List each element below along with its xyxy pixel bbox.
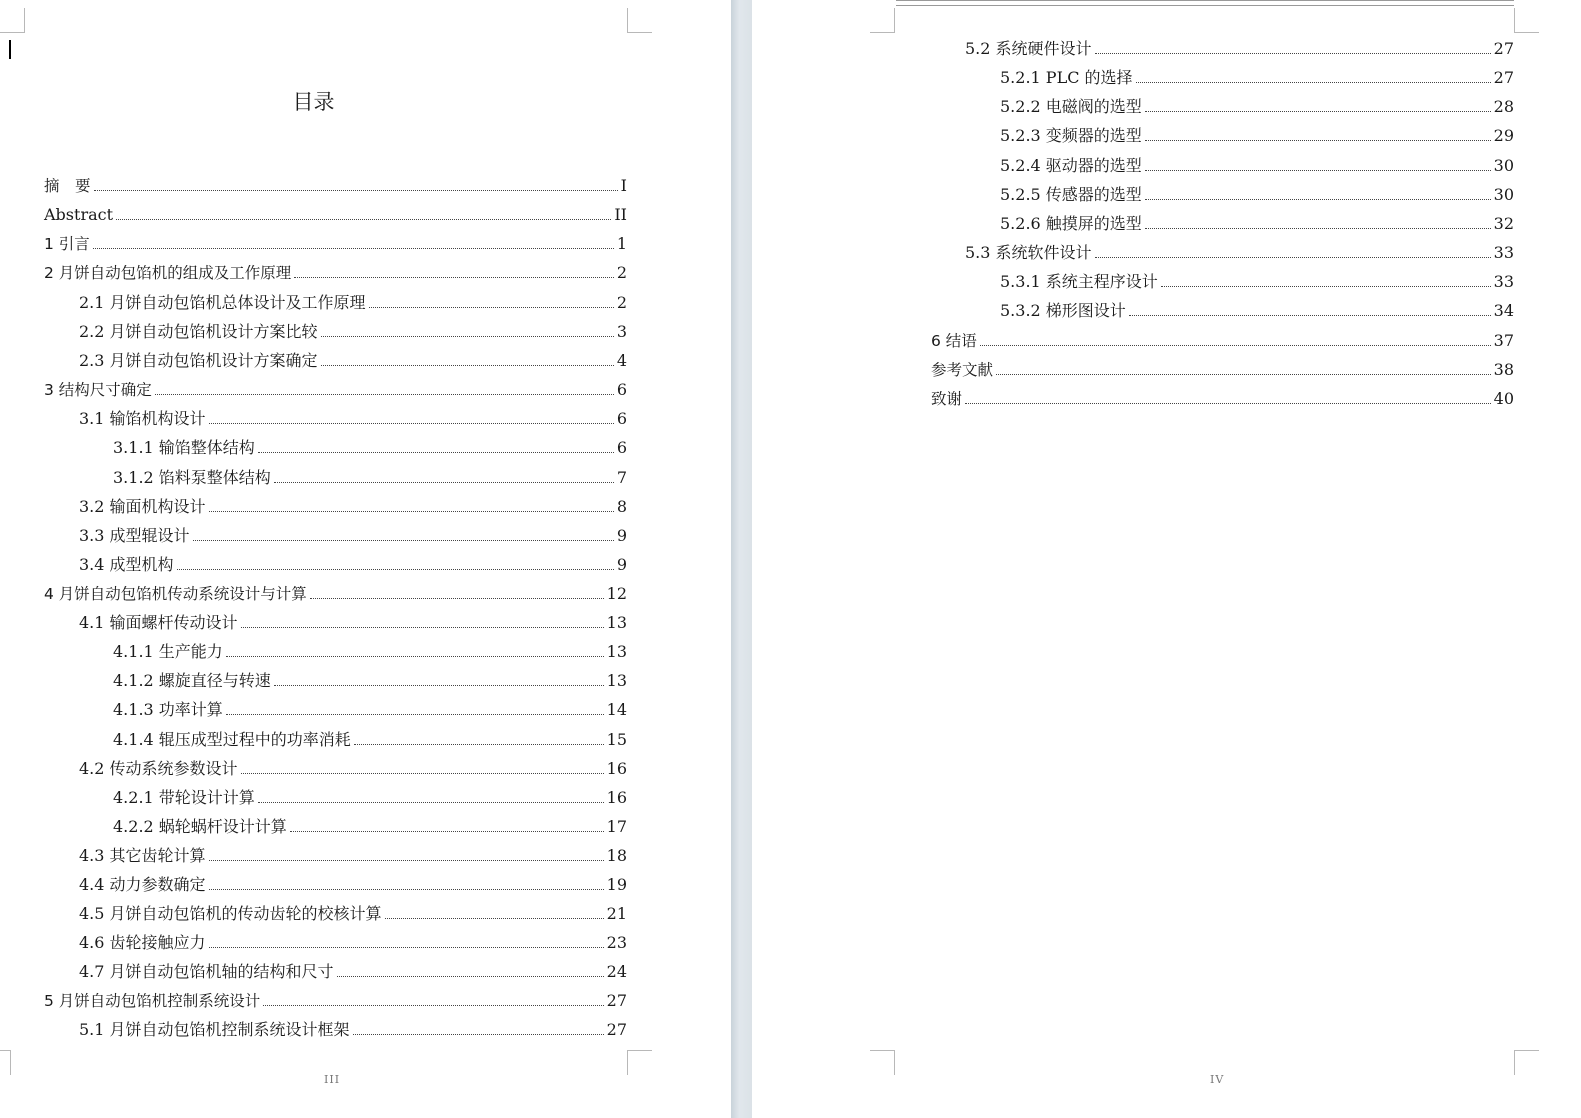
toc-entry[interactable]: 5.2.1 PLC 的选择 27 (1000, 68, 1514, 87)
document-page-left (0, 0, 731, 1118)
toc-entry[interactable]: 3.1.2 馅料泵整体结构 7 (113, 468, 627, 487)
toc-entry[interactable]: 5 月饼自动包馅机控制系统设计 27 (44, 991, 627, 1010)
toc-entry[interactable]: 3.3 成型辊设计 9 (79, 526, 627, 545)
toc-entry[interactable]: 4.2 传动系统参数设计 16 (79, 759, 627, 778)
toc-entry[interactable]: 4.1.2 螺旋直径与转速 13 (113, 671, 627, 690)
page-number: IV (1210, 1073, 1225, 1086)
toc-title: 目录 (292, 90, 335, 114)
toc-entry[interactable]: 2.3 月饼自动包馅机设计方案确定 4 (79, 351, 627, 370)
page-corner-mark (627, 8, 652, 33)
toc-entry[interactable]: 2.1 月饼自动包馅机总体设计及工作原理 2 (79, 293, 627, 312)
page-corner-mark (1514, 1050, 1539, 1075)
page-corner-mark (0, 1050, 11, 1075)
toc-entry[interactable]: 5.2.3 变频器的选型 29 (1000, 126, 1514, 145)
toc-entry[interactable]: 4.2.1 带轮设计计算 16 (113, 788, 627, 807)
toc-entry[interactable]: 4.2.2 蜗轮蜗杆设计计算 17 (113, 817, 627, 836)
toc-entry-abstract-cn[interactable]: 摘 要 I (44, 176, 627, 195)
page-number: III (324, 1073, 341, 1086)
toc-entry[interactable]: 1 引言 1 (44, 234, 627, 253)
toc-entry[interactable]: 4.6 齿轮接触应力 23 (79, 933, 627, 952)
toc-entry[interactable]: 3.2 输面机构设计 8 (79, 497, 627, 516)
document-page-right (752, 0, 1581, 1118)
toc-entry[interactable]: 3.4 成型机构 9 (79, 555, 627, 574)
toc-entry[interactable]: 5.2.4 驱动器的选型 30 (1000, 156, 1514, 175)
toc-entry[interactable]: 3.1 输馅机构设计 6 (79, 409, 627, 428)
page-corner-mark (1514, 8, 1539, 33)
toc-entry[interactable]: 2.2 月饼自动包馅机设计方案比较 3 (79, 322, 627, 341)
page-corner-mark (870, 8, 895, 33)
toc-entry[interactable]: 5.3.1 系统主程序设计 33 (1000, 272, 1514, 291)
page-corner-mark (0, 8, 25, 33)
toc-entry[interactable]: 4.4 动力参数确定 19 (79, 875, 627, 894)
toc-entry-acknowledgements[interactable]: 致谢 40 (931, 389, 1514, 408)
toc-entry[interactable]: 5.2.5 传感器的选型 30 (1000, 185, 1514, 204)
toc-entry[interactable]: 5.2.2 电磁阀的选型 28 (1000, 97, 1514, 116)
page-gutter (731, 0, 752, 1118)
toc-entry[interactable]: 5.2 系统硬件设计 27 (965, 39, 1514, 58)
toc-entry[interactable]: 2 月饼自动包馅机的组成及工作原理 2 (44, 263, 627, 282)
toc-entry[interactable]: 4.7 月饼自动包馅机轴的结构和尺寸 24 (79, 962, 627, 981)
page-corner-mark (870, 1050, 895, 1075)
toc-entry-abstract-en[interactable]: Abstract II (44, 205, 627, 224)
toc-entry[interactable]: 6 结语 37 (931, 331, 1514, 350)
toc-entry[interactable]: 5.3.2 梯形图设计 34 (1000, 301, 1514, 320)
toc-entry[interactable]: 5.1 月饼自动包馅机控制系统设计框架 27 (79, 1020, 627, 1039)
toc-entry[interactable]: 4.3 其它齿轮计算 18 (79, 846, 627, 865)
toc-entry[interactable]: 4.5 月饼自动包馅机的传动齿轮的校核计算 21 (79, 904, 627, 923)
toc-entry-references[interactable]: 参考文献 38 (931, 360, 1514, 379)
toc-entry[interactable]: 5.3 系统软件设计 33 (965, 243, 1514, 262)
toc-entry[interactable]: 3.1.1 输馅整体结构 6 (113, 438, 627, 457)
toc-entry[interactable]: 4.1.1 生产能力 13 (113, 642, 627, 661)
toc-entry[interactable]: 3 结构尺寸确定 6 (44, 380, 627, 399)
toc-entry[interactable]: 4.1.3 功率计算 14 (113, 700, 627, 719)
text-cursor (9, 40, 11, 59)
page-corner-mark (627, 1050, 652, 1075)
toc-entry[interactable]: 4.1 输面螺杆传动设计 13 (79, 613, 627, 632)
toc-entry[interactable]: 4.1.4 辊压成型过程中的功率消耗 15 (113, 730, 627, 749)
toc-entry[interactable]: 4 月饼自动包馅机传动系统设计与计算 12 (44, 584, 627, 603)
toc-entry[interactable]: 5.2.6 触摸屏的选型 32 (1000, 214, 1514, 233)
header-rule (896, 0, 1514, 6)
